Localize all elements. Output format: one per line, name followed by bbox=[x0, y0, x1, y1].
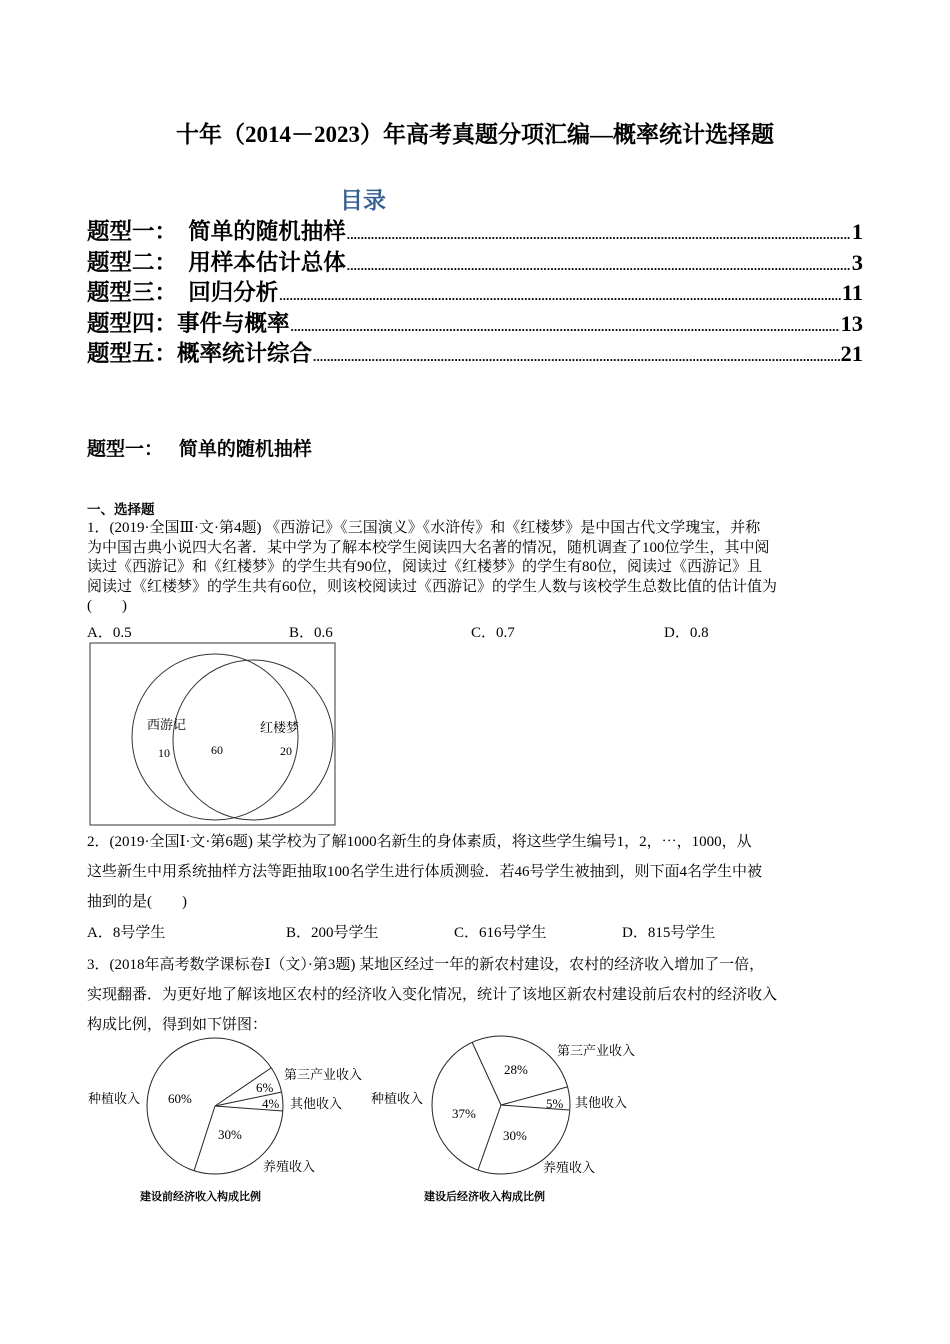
venn-diagram bbox=[89, 642, 337, 827]
toc-heading: 目录 bbox=[340, 187, 386, 213]
toc-leader-dots bbox=[347, 258, 851, 274]
question-text-line: 抽到的是( ) bbox=[87, 894, 187, 910]
toc-item[interactable] bbox=[87, 275, 863, 306]
toc-item-label: 题型二： 用样本估计总体 bbox=[87, 249, 346, 275]
question-text-line: ( ) bbox=[87, 598, 127, 615]
question-1 bbox=[87, 519, 867, 617]
slice-label: 60% bbox=[168, 1091, 192, 1106]
category-label: 其他收入 bbox=[290, 1096, 343, 1111]
toc-leader-dots bbox=[279, 288, 840, 304]
question-text-line: 2．(2019·全国Ⅰ·文·第6题) 某学校为了解1000名新生的身体素质，将这些学生编号1，2，⋯，1000，从 bbox=[87, 834, 752, 850]
category-label: 养殖收入 bbox=[543, 1160, 596, 1175]
toc-item[interactable] bbox=[87, 214, 863, 245]
toc-leader-dots bbox=[291, 319, 840, 335]
toc-leader-dots bbox=[313, 349, 839, 365]
toc-item-label: 题型四：事件与概率 bbox=[87, 310, 290, 336]
toc-item-page: 11 bbox=[841, 280, 863, 305]
document-title: 十年（2014－2023）年高考真题分项汇编—概率统计选择题 bbox=[176, 122, 774, 147]
option-b[interactable]: B．0.6 bbox=[289, 625, 333, 641]
slice-label: 37% bbox=[452, 1106, 476, 1121]
slice-label: 28% bbox=[504, 1062, 528, 1077]
question-text-line: 3．(2018年高考数学课标卷Ⅰ（文）·第3题) 某地区经过一年的新农村建设，农村的经济收入增加了一倍， bbox=[87, 957, 765, 973]
question-3 bbox=[87, 950, 867, 1040]
toc-item-label: 题型一： 简单的随机抽样 bbox=[87, 219, 346, 244]
toc-item-page: 13 bbox=[840, 310, 863, 336]
category-label: 养殖收入 bbox=[263, 1159, 316, 1174]
toc-item-page: 3 bbox=[851, 249, 863, 275]
question-text-line: 阅读过《红楼梦》的学生共有60位，则该校阅读过《西游记》的学生人数与该校学生总数比值的估计值为 bbox=[87, 578, 778, 595]
question-2 bbox=[87, 827, 867, 917]
slice-label: 5% bbox=[546, 1096, 564, 1111]
category-label: 第三产业收入 bbox=[557, 1043, 636, 1058]
section-subtitle: 一、选择题 bbox=[87, 502, 155, 517]
slice-label: 30% bbox=[218, 1127, 242, 1142]
question-text-line: 这些新生中用系统抽样方法等距抽取100名学生进行体质测验．若46号学生被抽到，则下面4名学生中被 bbox=[87, 864, 763, 880]
venn-left-label: 西游记 bbox=[147, 717, 187, 732]
toc-item-label: 题型三： 回归分析 bbox=[87, 280, 279, 305]
venn-right-label: 红楼梦 bbox=[260, 720, 300, 735]
category-label: 种植收入 bbox=[371, 1091, 424, 1106]
table-of-contents bbox=[87, 214, 863, 367]
category-label: 第三产业收入 bbox=[284, 1067, 363, 1082]
pie-chart-before bbox=[80, 1035, 380, 1215]
question-text-line: 实现翻番．为更好地了解该地区农村的经济收入变化情况，统计了该地区新农村建设前后农村的经济收入 bbox=[87, 987, 778, 1003]
category-label: 其他收入 bbox=[575, 1095, 628, 1110]
chart-title: 建设前经济收入构成比例 bbox=[140, 1191, 261, 1203]
category-label: 种植收入 bbox=[88, 1091, 141, 1106]
venn-right-only-value: 20 bbox=[280, 744, 292, 758]
toc-item-page: 21 bbox=[840, 341, 863, 366]
pie-chart-after bbox=[360, 1035, 660, 1215]
slice-label: 6% bbox=[256, 1080, 274, 1095]
option-b[interactable]: B．200号学生 bbox=[286, 925, 379, 941]
option-d[interactable]: D．815号学生 bbox=[622, 925, 716, 941]
slice-label: 4% bbox=[262, 1096, 280, 1111]
option-c[interactable]: C．616号学生 bbox=[454, 925, 547, 941]
toc-leader-dots bbox=[347, 227, 851, 243]
toc-item-label: 题型五：概率统计综合 bbox=[87, 341, 313, 366]
toc-item[interactable] bbox=[87, 306, 863, 337]
venn-circle-right bbox=[173, 660, 333, 820]
option-c[interactable]: C．0.7 bbox=[471, 625, 515, 641]
option-a[interactable]: A．8号学生 bbox=[87, 925, 166, 941]
toc-item[interactable] bbox=[87, 336, 863, 367]
toc-item-page: 1 bbox=[851, 219, 863, 244]
venn-left-only-value: 10 bbox=[158, 746, 170, 760]
option-a[interactable]: A．0.5 bbox=[87, 625, 132, 641]
venn-circle-left bbox=[132, 654, 298, 820]
section-title: 题型一： 简单的随机抽样 bbox=[87, 439, 312, 460]
slice-label: 30% bbox=[503, 1128, 527, 1143]
option-d[interactable]: D．0.8 bbox=[664, 625, 709, 641]
question-text-line: 1．(2019·全国Ⅲ·文·第4题) 《西游记》《三国演义》《水浒传》和《红楼梦》是中国古代文学瑰宝，并称 bbox=[87, 520, 761, 536]
venn-both-value: 60 bbox=[211, 743, 223, 757]
chart-title: 建设后经济收入构成比例 bbox=[424, 1191, 545, 1203]
question-text-line: 构成比例，得到如下饼图： bbox=[87, 1017, 268, 1033]
question-text-line: 读过《西游记》和《红楼梦》的学生共有90位，阅读过《红楼梦》的学生有80位，阅读过《西游记》且 bbox=[87, 559, 763, 576]
question-text-line: 为中国古典小说四大名著．某中学为了解本校学生阅读四大名著的情况，随机调查了100位学生，其中阅 bbox=[87, 539, 770, 556]
toc-item[interactable] bbox=[87, 245, 863, 276]
